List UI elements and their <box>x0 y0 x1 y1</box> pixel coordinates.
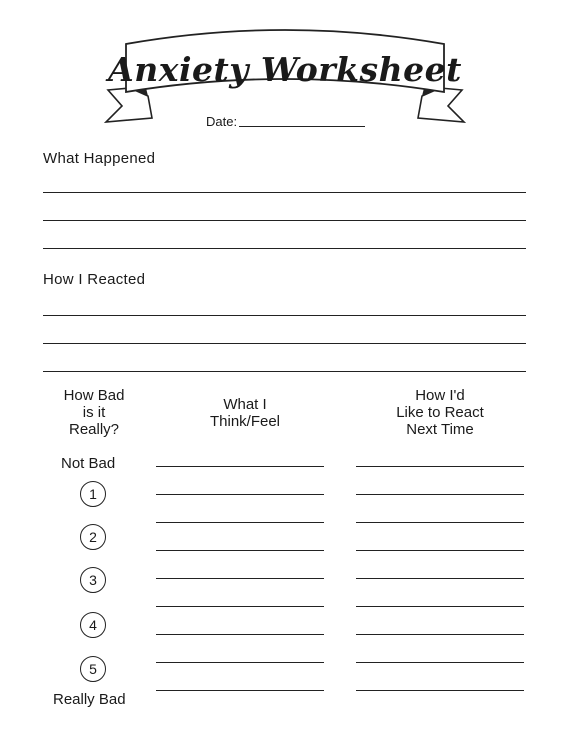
think-feel-line[interactable] <box>156 550 324 551</box>
date-label: Date: <box>206 114 238 129</box>
how-i-reacted-line-2[interactable] <box>43 343 526 344</box>
worksheet-title: Anxiety Worksheet <box>108 50 462 89</box>
react-next-time-line[interactable] <box>356 494 524 495</box>
react-next-time-line[interactable] <box>356 662 524 663</box>
how-bad-header-line: Really? <box>68 421 120 438</box>
think-feel-line[interactable] <box>156 662 324 663</box>
how-bad-header-line: is it <box>82 404 106 421</box>
how-i-reacted-label: How I Reacted <box>43 271 146 288</box>
react-next-time-line[interactable] <box>356 690 524 691</box>
think-feel-header <box>175 396 315 430</box>
how-bad-header <box>44 387 144 438</box>
react-next-time-header-line: Like to React <box>396 404 484 421</box>
how-i-reacted-line-1[interactable] <box>43 315 526 316</box>
what-happened-label: What Happened <box>43 150 156 167</box>
what-happened-line-3[interactable] <box>43 248 526 249</box>
react-next-time-line[interactable] <box>356 606 524 607</box>
title-banner <box>100 22 470 132</box>
react-next-time-line[interactable] <box>356 466 524 467</box>
level-5-circle[interactable]: 5 <box>80 656 106 682</box>
what-happened-line-2[interactable] <box>43 220 526 221</box>
think-feel-line[interactable] <box>156 494 324 495</box>
react-next-time-line[interactable] <box>356 578 524 579</box>
think-feel-line[interactable] <box>156 578 324 579</box>
level-4-circle[interactable]: 4 <box>80 612 106 638</box>
really-bad-label: Really Bad <box>53 691 126 708</box>
date-field[interactable] <box>239 126 365 127</box>
react-next-time-header <box>370 387 510 438</box>
level-2-circle[interactable]: 2 <box>80 524 106 550</box>
think-feel-line[interactable] <box>156 634 324 635</box>
react-next-time-line[interactable] <box>356 634 524 635</box>
level-1-circle[interactable]: 1 <box>80 481 106 507</box>
react-next-time-header-line: How I'd <box>415 387 465 404</box>
what-happened-line-1[interactable] <box>43 192 526 193</box>
think-feel-line[interactable] <box>156 690 324 691</box>
react-next-time-line[interactable] <box>356 550 524 551</box>
not-bad-label: Not Bad <box>61 455 116 472</box>
think-feel-line[interactable] <box>156 522 324 523</box>
how-i-reacted-line-3[interactable] <box>43 371 526 372</box>
how-bad-header-line: How Bad <box>63 387 125 404</box>
think-feel-header-line: Think/Feel <box>209 413 281 430</box>
think-feel-line[interactable] <box>156 606 324 607</box>
react-next-time-header-line: Next Time <box>406 421 474 438</box>
think-feel-line[interactable] <box>156 466 324 467</box>
react-next-time-line[interactable] <box>356 522 524 523</box>
think-feel-header-line: What I <box>223 396 267 413</box>
level-3-circle[interactable]: 3 <box>80 567 106 593</box>
